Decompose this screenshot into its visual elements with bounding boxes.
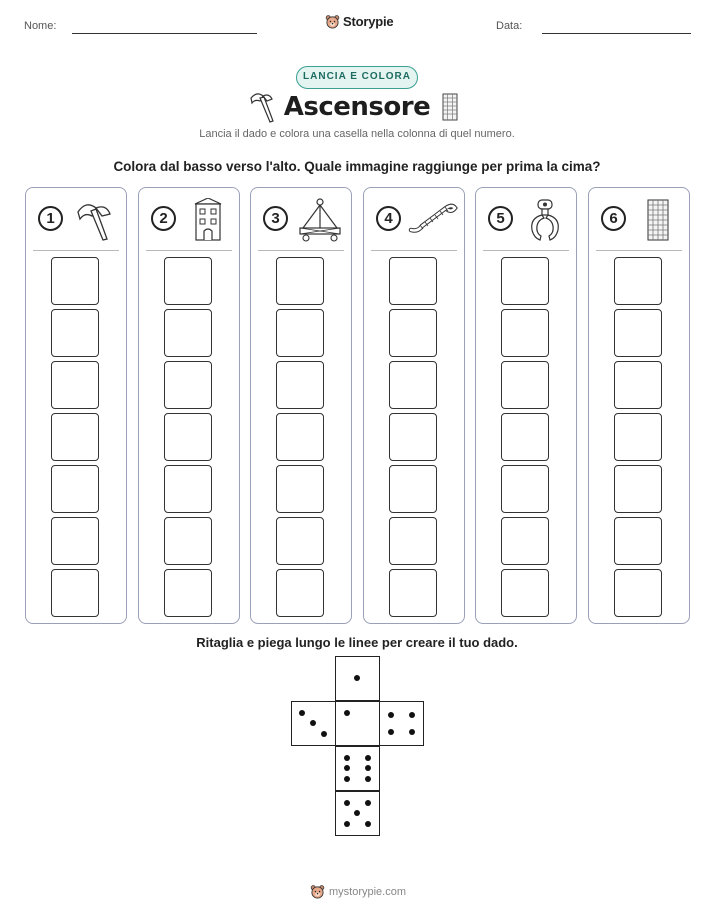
elevator-platform-icon [295,198,345,242]
color-box[interactable] [501,309,549,357]
column-3 [250,187,352,624]
subtitle: Lancia il dado e colora una casella nella colonna di quel numero. [199,128,515,140]
column-number: 4 [376,206,401,231]
claw-hook-icon [520,198,570,242]
dice-face-5 [335,791,380,836]
color-box[interactable] [614,413,662,461]
dice-face-1 [335,656,380,701]
dice-pip [344,710,350,716]
tower-icon [183,198,233,242]
color-box[interactable] [501,413,549,461]
dice-pip [344,755,350,761]
color-box[interactable] [164,257,212,305]
dice-face-6 [335,746,380,791]
color-box[interactable] [389,517,437,565]
color-box[interactable] [276,309,324,357]
column-number: 3 [263,206,288,231]
color-box[interactable] [51,413,99,461]
date-field-line[interactable] [542,33,691,34]
skyscraper-icon [441,92,459,122]
dice-pip [409,712,415,718]
color-box[interactable] [164,413,212,461]
dice-pip [354,675,360,681]
color-box[interactable] [51,569,99,617]
dice-pip [344,765,350,771]
footer-url[interactable]: mystorypie.com [329,885,407,898]
bear-icon [325,14,340,29]
column-2 [138,187,240,624]
color-box[interactable] [501,569,549,617]
axe-icon [70,198,120,242]
dice-pip [344,821,350,827]
dice-pip [365,755,371,761]
color-box[interactable] [614,361,662,409]
dice-pip [299,710,305,716]
dice-pip [388,729,394,735]
color-box[interactable] [614,569,662,617]
color-box[interactable] [389,569,437,617]
column-divider [33,250,119,251]
dice-pip [388,712,394,718]
instruction-text: Colora dal basso verso l'alto. Quale immagine raggiunge per prima la cima? [113,159,601,174]
color-box[interactable] [51,361,99,409]
column-1 [25,187,127,624]
color-box[interactable] [164,517,212,565]
column-6 [588,187,690,624]
dice-pip [365,821,371,827]
page-title: Ascensore [283,92,431,122]
color-box[interactable] [614,309,662,357]
color-box[interactable] [389,257,437,305]
name-field-line[interactable] [72,33,257,34]
color-box[interactable] [501,361,549,409]
name-label: Nome: [24,20,57,32]
dice-pip [310,720,316,726]
color-box[interactable] [276,569,324,617]
brand-name: Storypie [343,14,394,29]
column-divider [596,250,682,251]
column-divider [146,250,232,251]
color-box[interactable] [389,413,437,461]
color-box[interactable] [501,257,549,305]
color-box[interactable] [276,257,324,305]
column-divider [258,250,344,251]
color-box[interactable] [389,465,437,513]
color-box[interactable] [164,361,212,409]
column-number: 1 [38,206,63,231]
color-box[interactable] [51,309,99,357]
dice-face-4 [379,701,424,746]
dice-pip [409,729,415,735]
dice-pip [344,776,350,782]
color-box[interactable] [276,413,324,461]
bear-icon [310,884,325,899]
color-box[interactable] [276,465,324,513]
dice-pip [365,765,371,771]
color-box[interactable] [614,257,662,305]
dice-pip [344,800,350,806]
dice-face-3 [291,701,336,746]
activity-badge: LANCIA E COLORA [296,66,418,89]
color-box[interactable] [164,465,212,513]
column-5 [475,187,577,624]
dice-face-1 [335,701,380,746]
dice-pip [321,731,327,737]
footer [310,884,406,899]
color-box[interactable] [501,517,549,565]
cut-instruction: Ritaglia e piega lungo le linee per creare il tuo dado. [196,635,518,650]
color-box[interactable] [51,465,99,513]
color-box[interactable] [51,517,99,565]
color-box[interactable] [51,257,99,305]
column-number: 6 [601,206,626,231]
dice-pip [365,776,371,782]
color-box[interactable] [389,309,437,357]
color-box[interactable] [614,465,662,513]
date-label: Data: [496,20,523,32]
color-box[interactable] [164,309,212,357]
color-box[interactable] [276,517,324,565]
column-number: 5 [488,206,513,231]
column-divider [371,250,457,251]
color-box[interactable] [164,569,212,617]
brand-logo [325,14,393,29]
dice-pip [354,810,360,816]
column-number: 2 [151,206,176,231]
color-box[interactable] [614,517,662,565]
color-box[interactable] [389,361,437,409]
rope-icon [408,198,458,242]
dice-pip [365,800,371,806]
color-box[interactable] [276,361,324,409]
skyscraper-icon [633,198,683,242]
column-4 [363,187,465,624]
color-box[interactable] [501,465,549,513]
column-divider [483,250,569,251]
